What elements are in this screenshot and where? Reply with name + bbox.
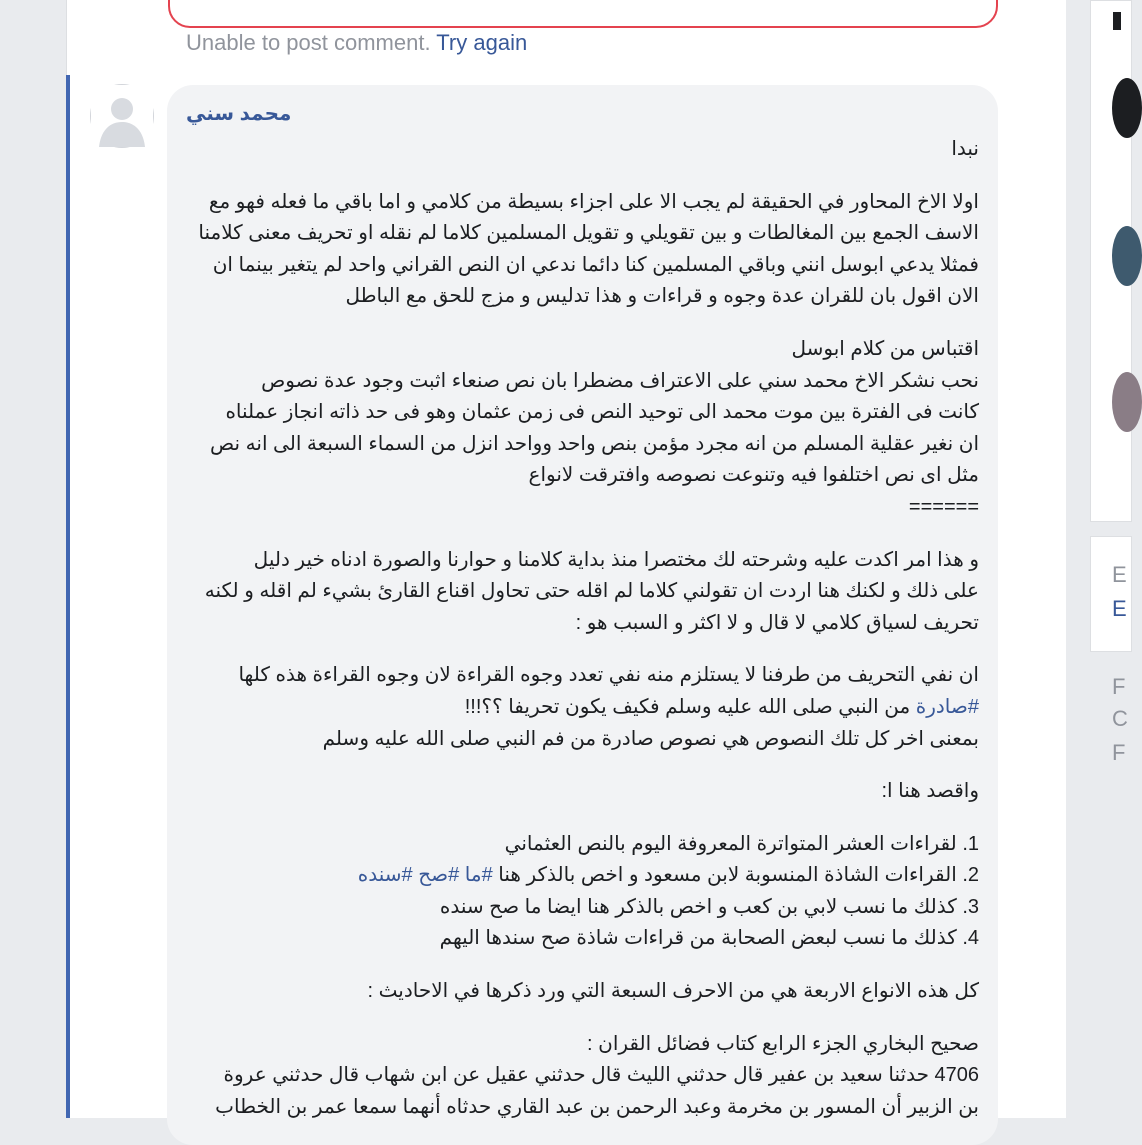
list-item <box>186 829 979 861</box>
list-item-text: كذلك ما نسب لبعض الصحابة من قراءات شاذة صح سندها اليهم <box>439 927 963 950</box>
comment-text-line: مثل اى نص اختلفوا فيه وتنوعت نصوصه وافترقت لانواع <box>528 464 979 487</box>
right-column-text: E <box>1112 562 1127 587</box>
list-item-number: 2. <box>962 864 979 887</box>
comment-text-line: ====== <box>908 495 979 518</box>
comment-text-line: صحيح البخاري الجزء الرابع كتاب فضائل القران : <box>587 1032 979 1055</box>
comment-text-line: تحريف لسياق كلامي لا قال و لا اكثر و السبب هو : <box>575 611 979 634</box>
comment-text-line: نحب نشكر الاخ محمد سني على الاعتراف مضطرا بان نص صنعاء اثبت وجود عدة نصوص <box>261 369 979 392</box>
right-column-card <box>1090 536 1132 652</box>
list-item <box>186 860 979 892</box>
contact-thumbnail[interactable] <box>1112 78 1142 138</box>
paragraph-gap <box>186 639 979 660</box>
contact-thumbnail[interactable] <box>1112 372 1142 432</box>
paragraph-gap <box>186 524 979 545</box>
contact-thumbnail[interactable] <box>1112 226 1142 286</box>
comment-text-line: بمعنى اخر كل تلك النصوص هي نصوص صادرة من فم النبي صلى الله عليه وسلم <box>322 727 979 750</box>
comment-text-line: واقصد هنا ا: <box>881 780 979 803</box>
right-column-marker <box>1113 12 1121 30</box>
hashtag-link[interactable]: #ما <box>464 864 493 887</box>
list-item <box>186 923 979 955</box>
comment-text-line: و هذا امر اكدت عليه وشرحته لك مختصرا منذ بداية كلامنا و حوارنا والصورة ادناه خير دليل <box>253 548 979 571</box>
list-item-text: القراءات الشاذة المنسوبة لابن مسعود و اخص بالذكر هنا <box>492 864 963 887</box>
hashtag-link[interactable]: #صح <box>418 864 460 887</box>
comment-text-fragment: من النبي صلى الله عليه وسلم فكيف يكون تحريفا ؟؟!!! <box>464 695 916 718</box>
comment-text-line: على ذلك و لكنك هنا اردت ان تقولني كلاما لم اقله حتى تحاول اقناع القارئ بشيء لم اقله و لكنه <box>204 580 979 603</box>
comment-text-line: بن الزبير أن المسور بن مخرمة وعبد الرحمن بن عبد القاري حدثاه أنهما سمعا عمر بن الخطاب <box>215 1095 979 1118</box>
right-column-link[interactable]: E <box>1112 596 1127 621</box>
list-item-number: 4. <box>962 927 979 950</box>
comment-text-line: الاسف الجمع بين المغالطات و بين تقويلي و تقويل المسلمين كلاما لم نقله او تحريف معنى كلامنا <box>198 222 979 245</box>
paragraph-gap <box>186 955 979 976</box>
comment-text-line: اقتباس من كلام ابوسل <box>791 337 979 360</box>
comment-text-line: ان نفي التحريف من طرفنا لا يستلزم منه نفي تعدد وجوه القراءة لان وجوه القراءة هذه كلها <box>238 664 979 687</box>
post-error-message <box>186 30 527 56</box>
right-column-text: F <box>1112 740 1126 765</box>
right-column-text: F <box>1112 674 1126 699</box>
comment-text-line: 4706 حدثنا سعيد بن عفير قال حدثني الليث قال حدثني عقيل عن ابن شهاب قال حدثني عروة <box>223 1064 979 1087</box>
comment-text-line: كل هذه الانواع الاربعة هي من الاحرف السبعة التي ورد ذكرها في الاحاديث : <box>367 980 979 1003</box>
right-column-text: C <box>1112 706 1128 731</box>
comment-text-line: الان اقول بان للقران عدة وجوه و قراءات و هذا تدليس و مزج للحق مع الباطل <box>345 285 979 308</box>
comment-author-name[interactable]: محمد سني <box>186 103 292 125</box>
list-item-text: كذلك ما نسب لابي بن كعب و اخص بالذكر هنا ايضا ما صح سنده <box>439 895 963 918</box>
paragraph-gap <box>186 313 979 334</box>
comment-text-line: ان نغير عقلية المسلم من انه مجرد مؤمن بنص واحد وواحد انزل من السماء السبعة الى انه نص <box>210 432 979 455</box>
avatar[interactable] <box>90 84 154 148</box>
hashtag-link[interactable]: #سنده <box>357 864 413 887</box>
list-item-number: 1. <box>962 832 979 855</box>
hashtag-link[interactable]: #صادرة <box>915 695 979 718</box>
left-gutter <box>0 0 66 1118</box>
comment-text-line <box>186 692 979 724</box>
default-profile-icon <box>91 85 153 147</box>
paragraph-gap <box>186 808 979 829</box>
failed-comment-input[interactable] <box>168 0 998 28</box>
comment-body <box>186 134 979 1123</box>
comment-text-line: اولا الاخ المحاور في الحقيقة لم يجب الا على اجزاء بسيطة من كلامي و اما باقي ما فعله فهو مع <box>208 190 979 213</box>
try-again-link[interactable]: Try again <box>436 30 528 55</box>
list-item <box>186 892 979 924</box>
paragraph-gap <box>186 166 979 187</box>
comment-text-line: فمثلا يدعي ابوسل انني وباقي المسلمين كنا دائما ندعي ان النص القراني واحد لم يتغير بينما ان <box>212 253 979 276</box>
error-text: Unable to post comment. <box>186 30 431 55</box>
comment-text-line: نبدا <box>951 138 979 160</box>
paragraph-gap <box>186 1008 979 1029</box>
comment-text-line: كانت فى الفترة بين موت محمد الى توحيد النص فى زمن عثمان وهو فى حد ذاته انجاز عملناه <box>225 401 979 424</box>
list-item-number: 3. <box>962 895 979 918</box>
list-item-text: لقراءات العشر المتواترة المعروفة اليوم بالنص العثماني <box>504 832 963 855</box>
paragraph-gap <box>186 755 979 776</box>
thread-highlight-bar <box>66 75 70 1118</box>
